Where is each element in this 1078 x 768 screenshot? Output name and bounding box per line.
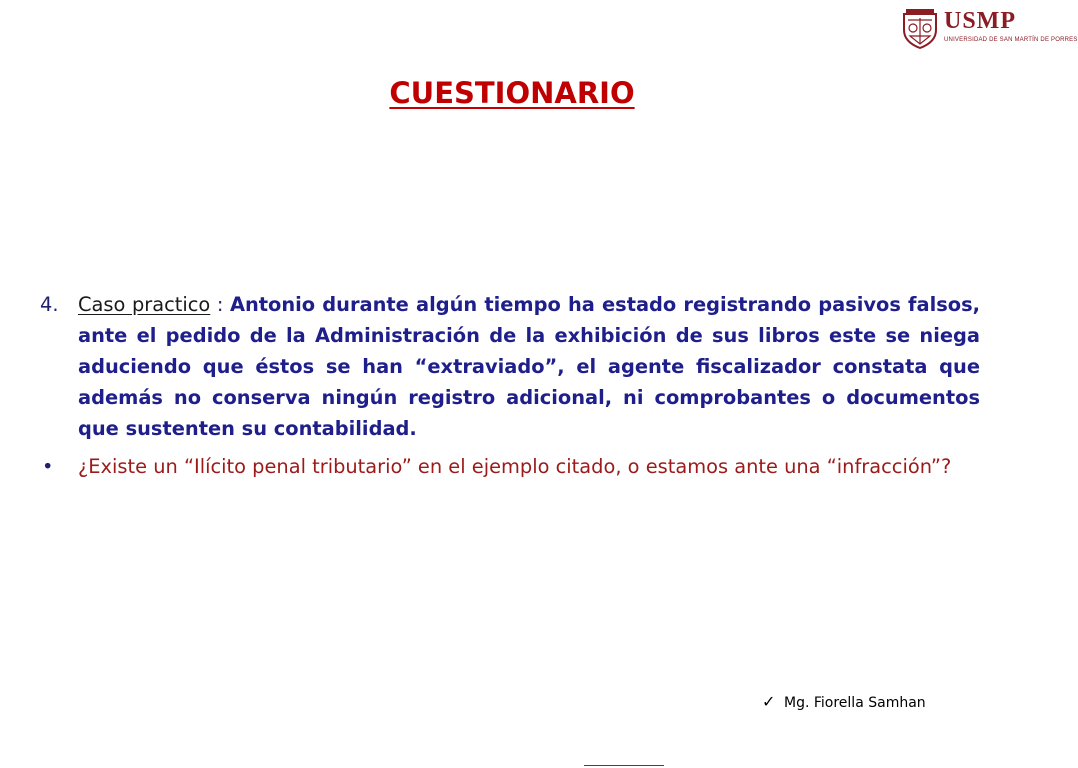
case-label: Caso practico <box>78 293 211 316</box>
case-separator: : <box>210 293 230 316</box>
logo-brand: USMP <box>944 8 1016 34</box>
bullet-icon: • <box>42 455 54 478</box>
checkmark-icon: ✓ <box>762 692 776 711</box>
usmp-logo <box>900 6 1078 50</box>
case-item <box>40 289 980 444</box>
author-name: Mg. Fiorella Samhan <box>784 695 926 711</box>
university-seal-icon <box>900 6 940 50</box>
bottom-divider <box>584 765 664 766</box>
logo-subtitle: UNIVERSIDAD DE SAN MARTÍN DE PORRES <box>944 37 1078 43</box>
author-footer <box>762 692 926 716</box>
page-title: CUESTIONARIO <box>389 76 635 110</box>
case-text: Antonio durante algún tiempo ha estado registrando pasivos falsos, ante el pedido de la Administración de la exhibición de sus libros este se niega aduciendo que éstos se han “extraviado”, el agente fiscalizador constata que además no conserva ningún registro adicional, ni comprobantes o documentos que sustenten su contabilidad. <box>78 293 980 440</box>
question-item <box>40 451 980 482</box>
question-list <box>40 289 980 489</box>
item-number: 4. <box>40 293 59 316</box>
question-text: ¿Existe un “Ilícito penal tributario” en el ejemplo citado, o estamos ante una “infracción”? <box>78 455 952 478</box>
